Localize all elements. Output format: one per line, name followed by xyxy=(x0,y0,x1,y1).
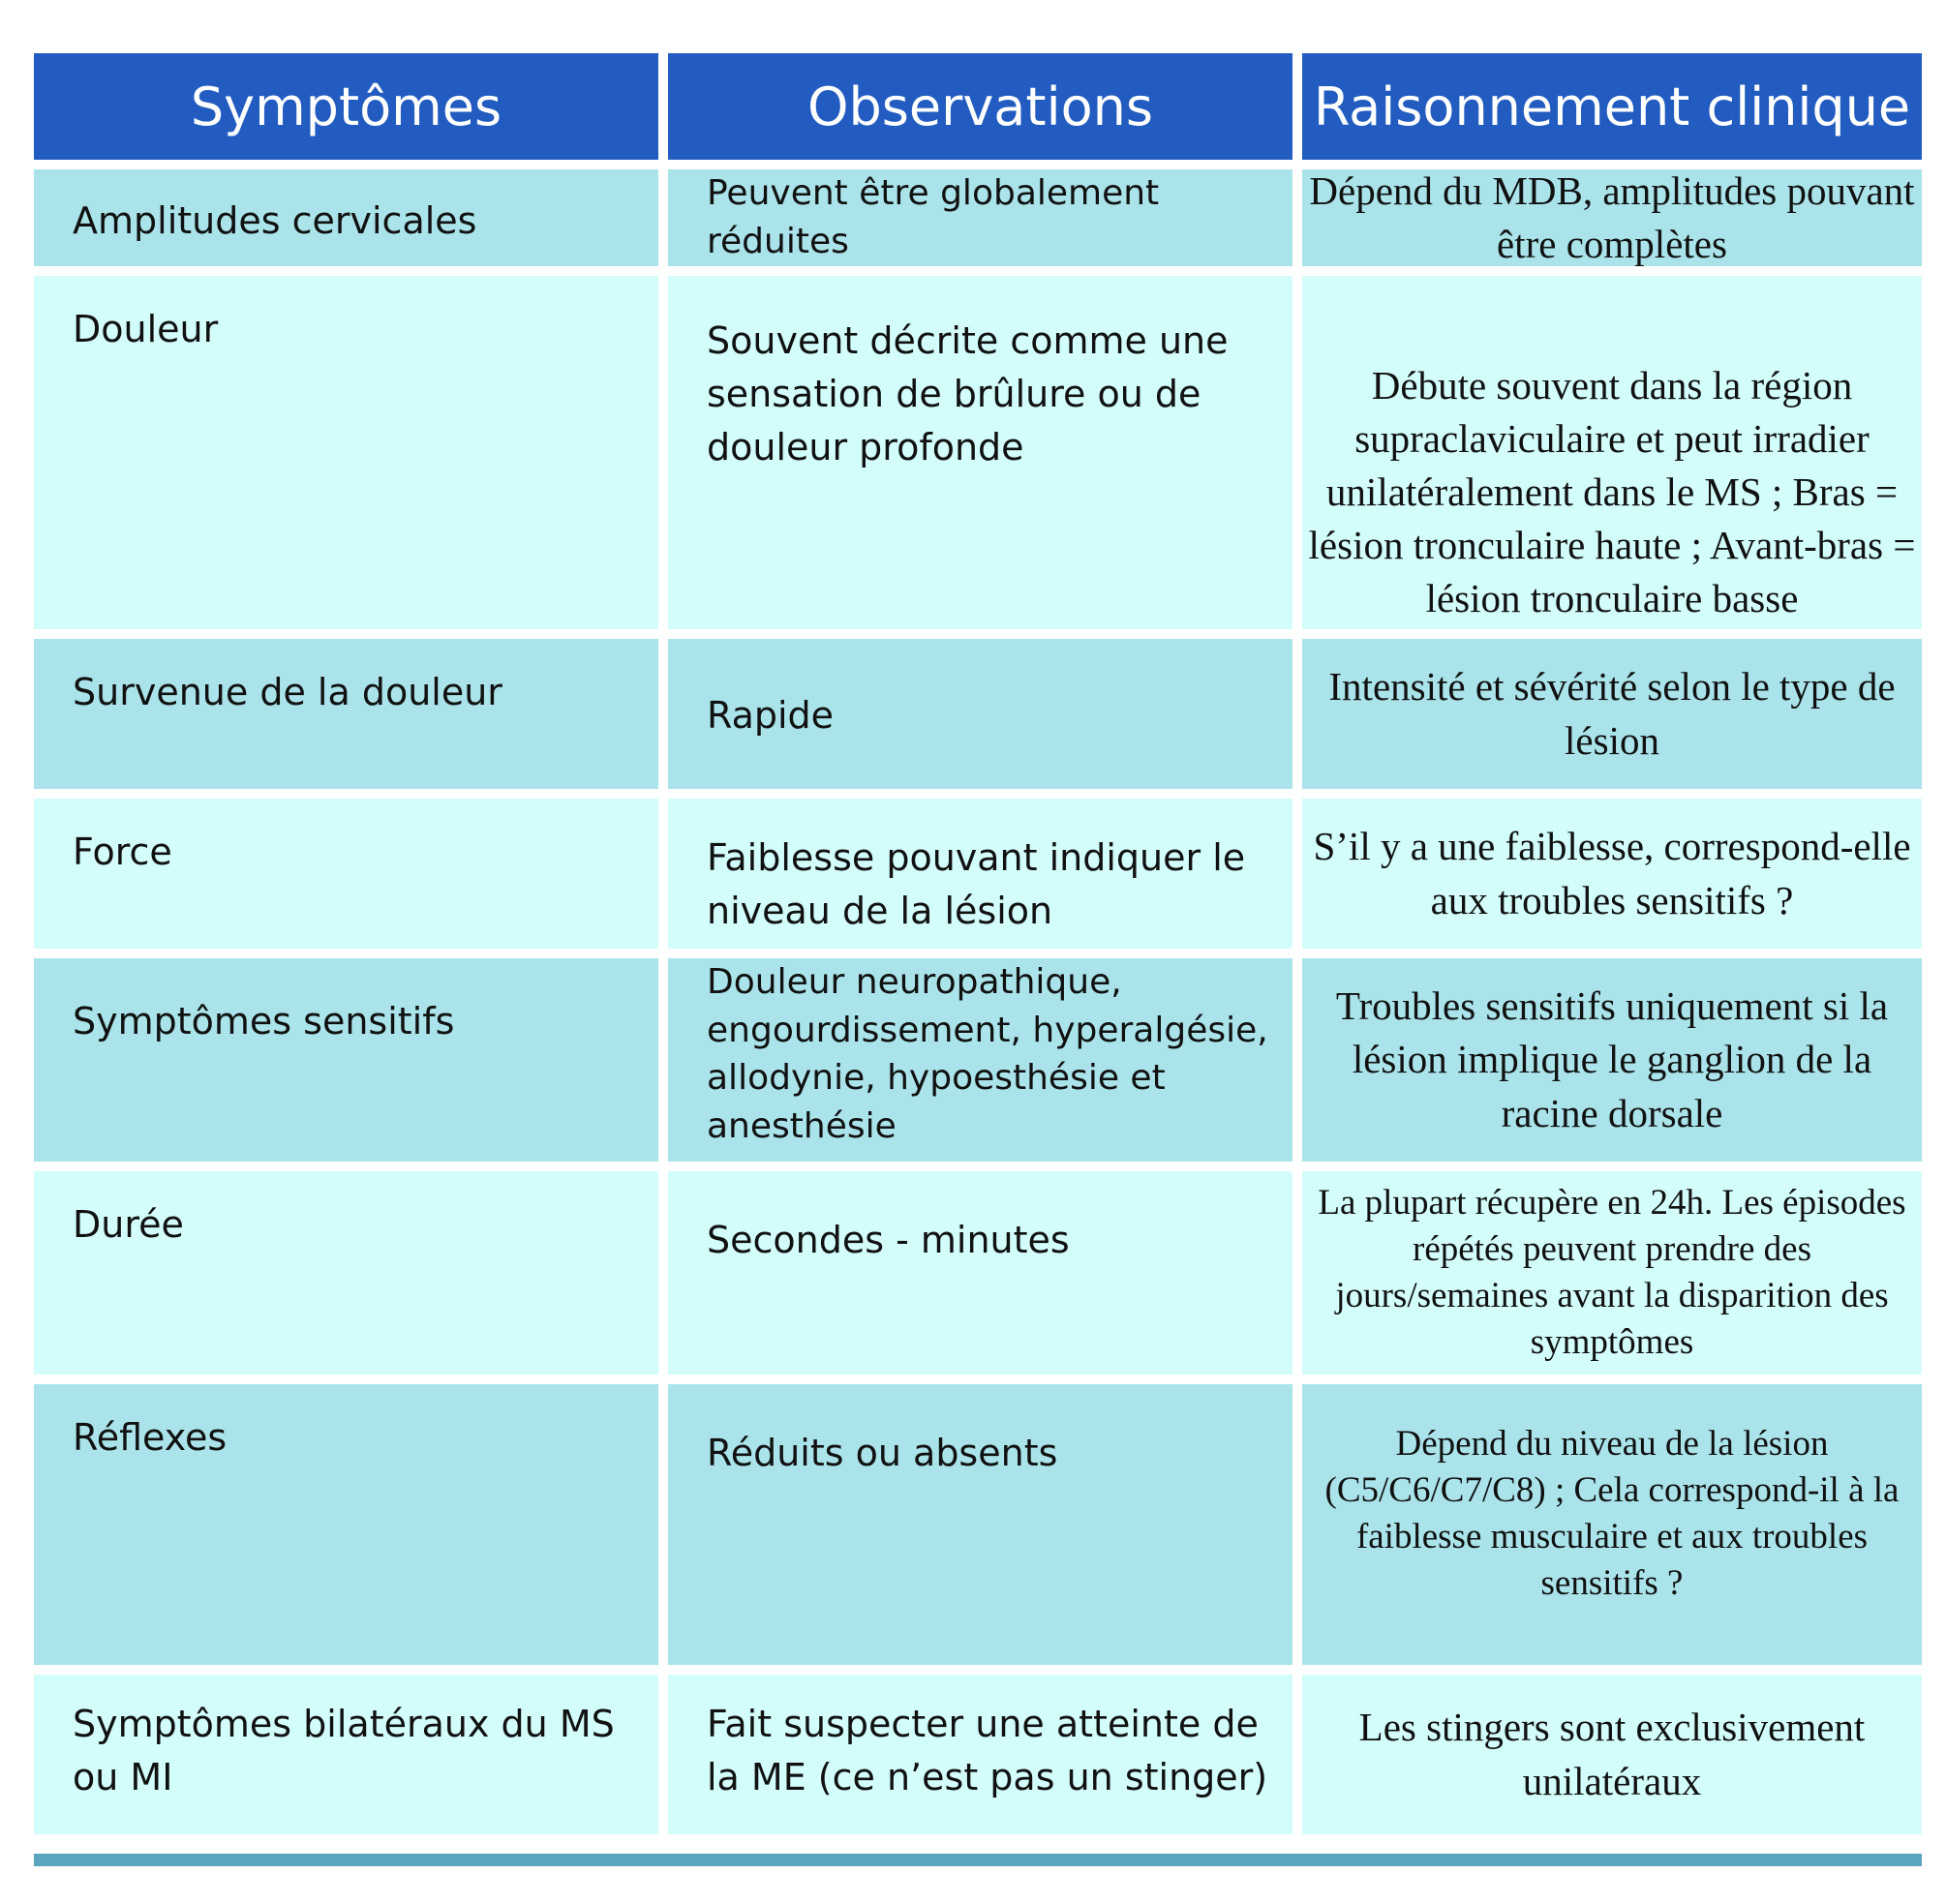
header-symptoms: Symptômes xyxy=(34,53,658,160)
row-3-symptom: Survenue de la douleur xyxy=(34,639,658,789)
row-2-observation: Souvent décrite comme une sensation de brûlure ou de douleur profonde xyxy=(668,276,1292,629)
row-5-symptom: Symptômes sensitifs xyxy=(34,958,658,1162)
row-8-reasoning: Les stingers sont exclusivement unilatéraux xyxy=(1302,1675,1922,1834)
row-4-reasoning: S’il y a une faiblesse, correspond-elle aux troubles sensitifs ? xyxy=(1302,799,1922,949)
row-6-reasoning: La plupart récupère en 24h. Les épisodes répétés peuvent prendre des jours/semaines avant la disparition des symptômes xyxy=(1302,1171,1922,1375)
row-2-reasoning: Débute souvent dans la région supraclaviculaire et peut irradier unilatéralement dans le MS ; Bras = lésion tronculaire haute ; Avant-bras = lésion tronculaire basse xyxy=(1302,276,1922,629)
row-8-symptom: Symptômes bilatéraux du MS ou MI xyxy=(34,1675,658,1834)
row-1-symptom: Amplitudes cervicales xyxy=(34,169,658,266)
row-7-observation: Réduits ou absents xyxy=(668,1384,1292,1665)
row-4-symptom: Force xyxy=(34,799,658,949)
row-6-observation: Secondes - minutes xyxy=(668,1171,1292,1375)
header-clinical-reasoning: Raisonnement clinique xyxy=(1302,53,1922,160)
row-4-observation: Faiblesse pouvant indiquer le niveau de la lésion xyxy=(668,799,1292,949)
row-1-reasoning: Dépend du MDB, amplitudes pouvant être complètes xyxy=(1302,169,1922,266)
row-6-symptom: Durée xyxy=(34,1171,658,1375)
row-2-symptom: Douleur xyxy=(34,276,658,629)
row-3-observation: Rapide xyxy=(668,639,1292,789)
row-5-observation: Douleur neuropathique, engourdissement, hyperalgésie, allodynie, hypoesthésie et anesthésie xyxy=(668,958,1292,1162)
row-3-reasoning: Intensité et sévérité selon le type de lésion xyxy=(1302,639,1922,789)
row-1-observation: Peuvent être globalement réduites xyxy=(668,169,1292,266)
row-7-reasoning: Dépend du niveau de la lésion (C5/C6/C7/C8) ; Cela correspond-il à la faiblesse musculaire et aux troubles sensitifs ? xyxy=(1302,1384,1922,1665)
row-8-observation: Fait suspecter une atteinte de la ME (ce n’est pas un stinger) xyxy=(668,1675,1292,1834)
bottom-border xyxy=(34,1854,1922,1866)
row-7-symptom: Réflexes xyxy=(34,1384,658,1665)
row-5-reasoning: Troubles sensitifs uniquement si la lésion implique le ganglion de la racine dorsale xyxy=(1302,958,1922,1162)
header-observations: Observations xyxy=(668,53,1292,160)
